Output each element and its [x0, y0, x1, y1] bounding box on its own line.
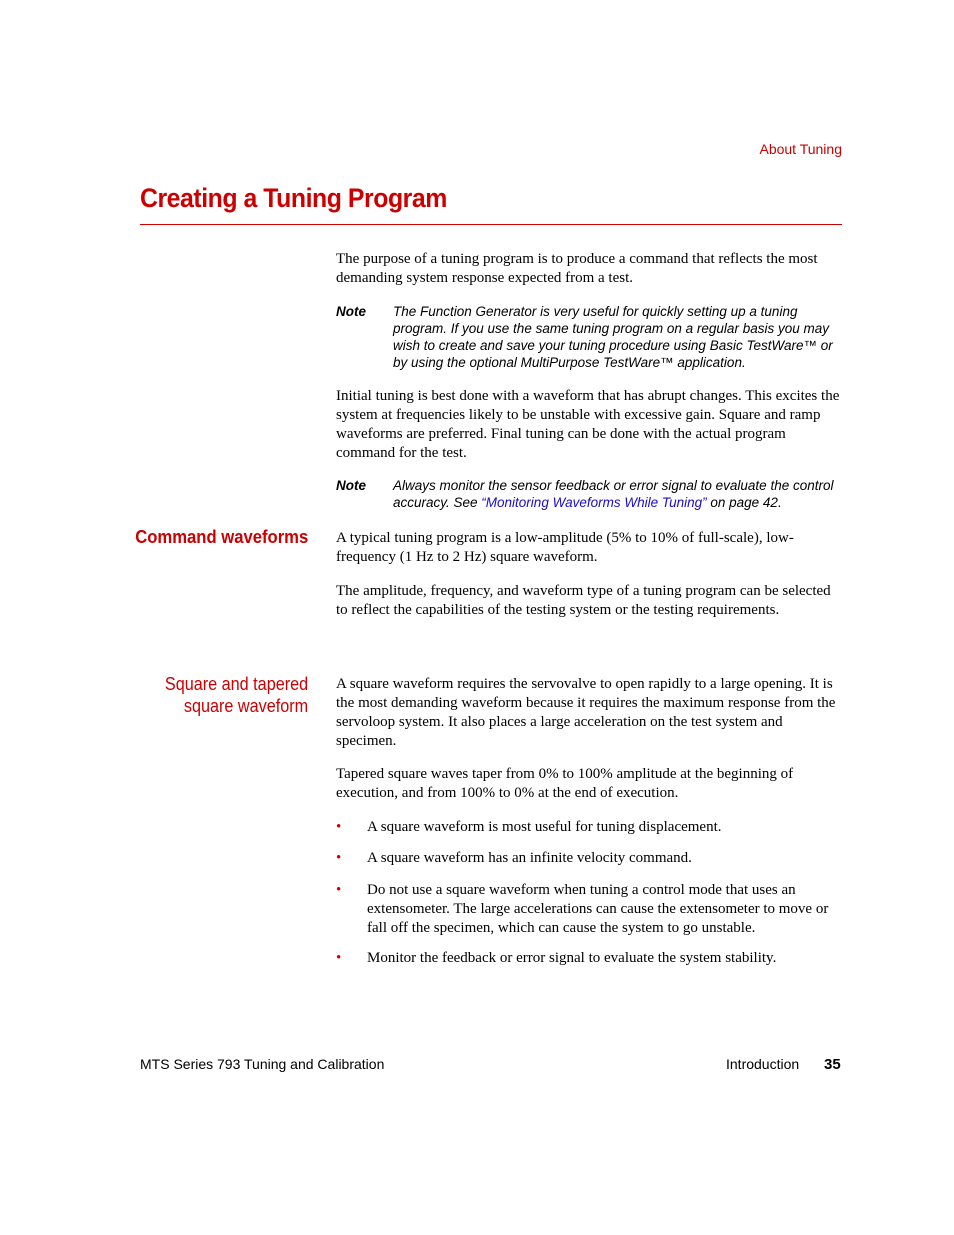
cross-reference-link[interactable]: “Monitoring Waveforms While Tuning” — [481, 495, 707, 510]
command-paragraph-2: The amplitude, frequency, and waveform type of a tuning program can be selected to reflect the capabilities of the testing system or the testing requirements. — [336, 583, 831, 618]
subsection-heading-line-1: Square and tapered — [164, 674, 308, 694]
subsection-heading-square-tapered — [165, 673, 308, 717]
intro-paragraph-2: Initial tuning is best done with a waveform that has abrupt changes. This excites the system at frequencies likely to be unstable with excessive gain. Square and ramp waveforms are preferred. Final tuning can be done with the actual program command for the test. — [336, 388, 840, 461]
bullet-marker: • — [336, 850, 342, 866]
bullet-text: Do not use a square waveform when tuning a control mode that uses an extensometer. The large accelerations can cause the extensometer to move or fall off the specimen, which can cause the system to go unstable. — [367, 882, 829, 936]
footer-section-name: Introduction — [726, 1056, 800, 1072]
bullet-item — [336, 849, 842, 869]
note-text-before: Always monitor the sensor feedback or error signal to evaluate the control accuracy. See — [393, 478, 834, 510]
footer-document-title: MTS Series 793 Tuning and Calibration — [140, 1056, 385, 1072]
command-paragraph-1: A typical tuning program is a low-amplitude (5% to 10% of full-scale), low-frequency (1 Hz to 2 Hz) square waveform. — [336, 530, 794, 565]
note-label: Note — [336, 478, 366, 493]
square-paragraph-1: A square waveform requires the servovalve to open rapidly to a large opening. It is the most demanding waveform because it requires the maximum response from the servoloop system. It also places a large acceleration on the test system and specimen. — [336, 676, 836, 749]
page-title: Creating a Tuning Program — [140, 183, 447, 213]
bullet-text: A square waveform has an infinite velocity command. — [367, 850, 692, 866]
note-2 — [336, 477, 842, 513]
note-label: Note — [336, 304, 366, 319]
bullet-item — [336, 881, 842, 939]
bullet-marker: • — [336, 950, 342, 966]
bullet-item — [336, 818, 842, 838]
bullet-item — [336, 949, 842, 969]
note-text-after: on page 42. — [706, 495, 782, 510]
title-rule — [140, 224, 842, 225]
running-head: About Tuning — [759, 141, 842, 157]
footer-page-number: 35 — [824, 1056, 841, 1073]
bullet-marker: • — [336, 882, 342, 898]
bullet-text: Monitor the feedback or error signal to evaluate the system stability. — [367, 950, 777, 966]
note-text — [393, 477, 843, 511]
bullet-marker: • — [336, 819, 342, 835]
intro-paragraph-1: The purpose of a tuning program is to produce a command that reflects the most demanding system response expected from a test. — [336, 251, 818, 286]
bullet-text: A square waveform is most useful for tuning displacement. — [367, 819, 722, 835]
note-text: The Function Generator is very useful for quickly setting up a tuning program. If you use the same tuning program on a regular basis you may wish to create and save your tuning procedure using Basic TestWare™ or by using the optional MultiPurpose TestWare™ application. — [393, 304, 833, 370]
square-paragraph-2: Tapered square waves taper from 0% to 100% amplitude at the beginning of execution, and from 100% to 0% at the end of execution. — [336, 766, 794, 801]
subsection-heading-line-2: square waveform — [183, 696, 308, 716]
section-heading-command-waveforms: Command waveforms — [134, 526, 308, 547]
note-1 — [336, 303, 842, 373]
